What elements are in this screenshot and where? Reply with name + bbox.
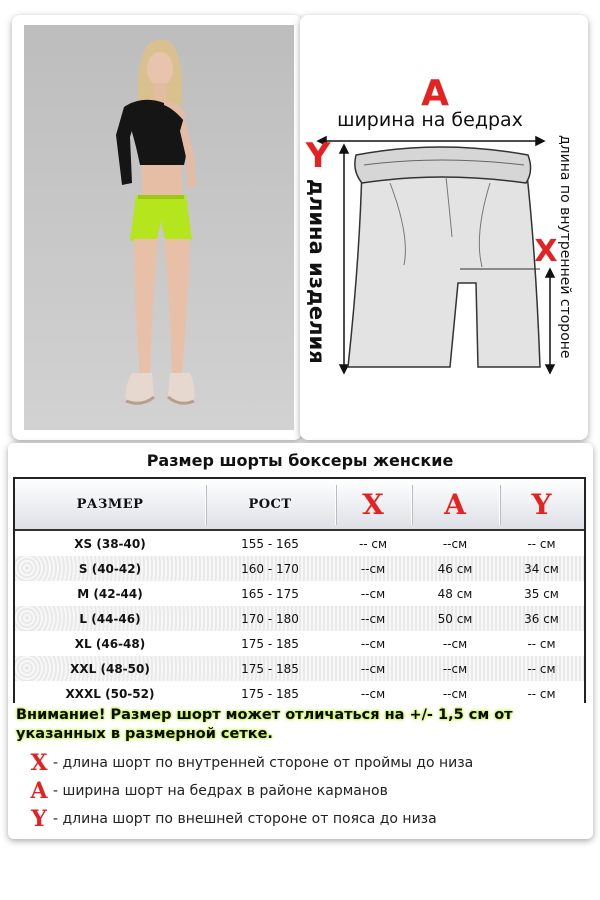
- cell-y: 35 см: [524, 586, 559, 601]
- cell-a: 50 см: [437, 611, 473, 626]
- diagram-letter-y: Y: [305, 136, 331, 176]
- cell-x: -- см: [358, 536, 388, 551]
- size-warning: Внимание! Размер шорт может отличаться на +/- 1,5 см от указанных в размерной сетке.: [16, 707, 513, 742]
- cell-x: --см: [360, 561, 386, 576]
- cell-x: --см: [360, 661, 386, 676]
- table-row: [15, 531, 584, 556]
- size-table: [13, 477, 586, 703]
- cell-height: 165 - 175: [241, 586, 299, 601]
- cell-a: --см: [442, 636, 468, 651]
- diagram-label-x: длина по внутренней стороне: [557, 135, 573, 359]
- shorts-outline: [348, 147, 540, 367]
- header-size: РАЗМЕР: [76, 496, 144, 512]
- shorts-measurement-diagram: [300, 15, 588, 440]
- header-y: Y: [531, 487, 552, 521]
- cell-a: 46 см: [437, 561, 473, 576]
- legend-item-x: [28, 750, 473, 776]
- header-height: РОСТ: [248, 496, 292, 512]
- table-row: [15, 656, 584, 681]
- cell-y: -- см: [527, 686, 556, 701]
- cell-a: --см: [442, 536, 468, 551]
- cell-y: -- см: [527, 661, 556, 676]
- cell-size: XL (46-48): [74, 636, 146, 651]
- length-arrow: [340, 145, 348, 373]
- diagram-letter-a: A: [421, 73, 449, 114]
- table-title: Размер шорты боксеры женские: [146, 451, 454, 470]
- cell-a: --см: [442, 661, 468, 676]
- cell-height: 160 - 170: [241, 561, 299, 576]
- cell-y: 36 см: [524, 611, 559, 626]
- cell-size: L (44-46): [79, 611, 141, 626]
- cell-size: XXXL (50-52): [65, 686, 155, 701]
- cell-y: 34 см: [524, 561, 559, 576]
- diagram-letter-x: X: [534, 234, 558, 269]
- model-photo: [24, 25, 294, 430]
- cell-size: XS (38-40): [74, 536, 146, 551]
- legend-letter-y: Y: [31, 806, 47, 832]
- legend-letter-a: A: [30, 778, 48, 804]
- legend-item-y: [28, 806, 437, 832]
- table-row: [15, 606, 584, 631]
- table-row: [15, 631, 584, 656]
- width-arrow: [318, 137, 544, 145]
- cell-y: -- см: [527, 536, 556, 551]
- measurement-diagram-card: [300, 15, 588, 440]
- cell-x: --см: [360, 636, 386, 651]
- cell-size: M (42-44): [77, 586, 143, 601]
- table-row: [15, 581, 584, 606]
- cell-height: 175 - 185: [241, 686, 299, 701]
- table-row: [15, 556, 584, 581]
- table-header: [15, 479, 584, 531]
- cell-x: --см: [360, 686, 386, 701]
- cell-height: 155 - 165: [241, 536, 299, 551]
- legend-text-y: - длина шорт по внешней стороне от пояса до низа: [53, 811, 437, 827]
- table-row: [15, 681, 584, 706]
- legend-item-a: [28, 778, 388, 804]
- diagram-label-y: длина изделия: [305, 179, 329, 364]
- legend-text-a: - ширина шорт на бедрах в районе карманов: [53, 783, 388, 799]
- cell-a: --см: [442, 686, 468, 701]
- legend-text-x: - длина шорт по внутренней стороне от проймы до низа: [53, 755, 474, 771]
- cell-y: -- см: [527, 636, 556, 651]
- cell-x: --см: [360, 586, 386, 601]
- cell-size: XXL (48-50): [70, 661, 150, 676]
- cell-a: 48 см: [437, 586, 473, 601]
- cell-height: 170 - 180: [241, 611, 299, 626]
- model-photo-illustration: [24, 25, 294, 430]
- header-a: A: [444, 487, 466, 521]
- photo-card: [12, 15, 302, 440]
- header-x: X: [362, 487, 384, 521]
- cell-x: --см: [360, 611, 386, 626]
- cell-size: S (40-42): [78, 561, 142, 576]
- legend-letter-x: X: [30, 750, 48, 776]
- inner-length-arrow: [546, 269, 554, 373]
- cell-height: 175 - 185: [241, 636, 299, 651]
- cell-height: 175 - 185: [241, 661, 299, 676]
- diagram-label-a: ширина на бедрах: [337, 109, 523, 131]
